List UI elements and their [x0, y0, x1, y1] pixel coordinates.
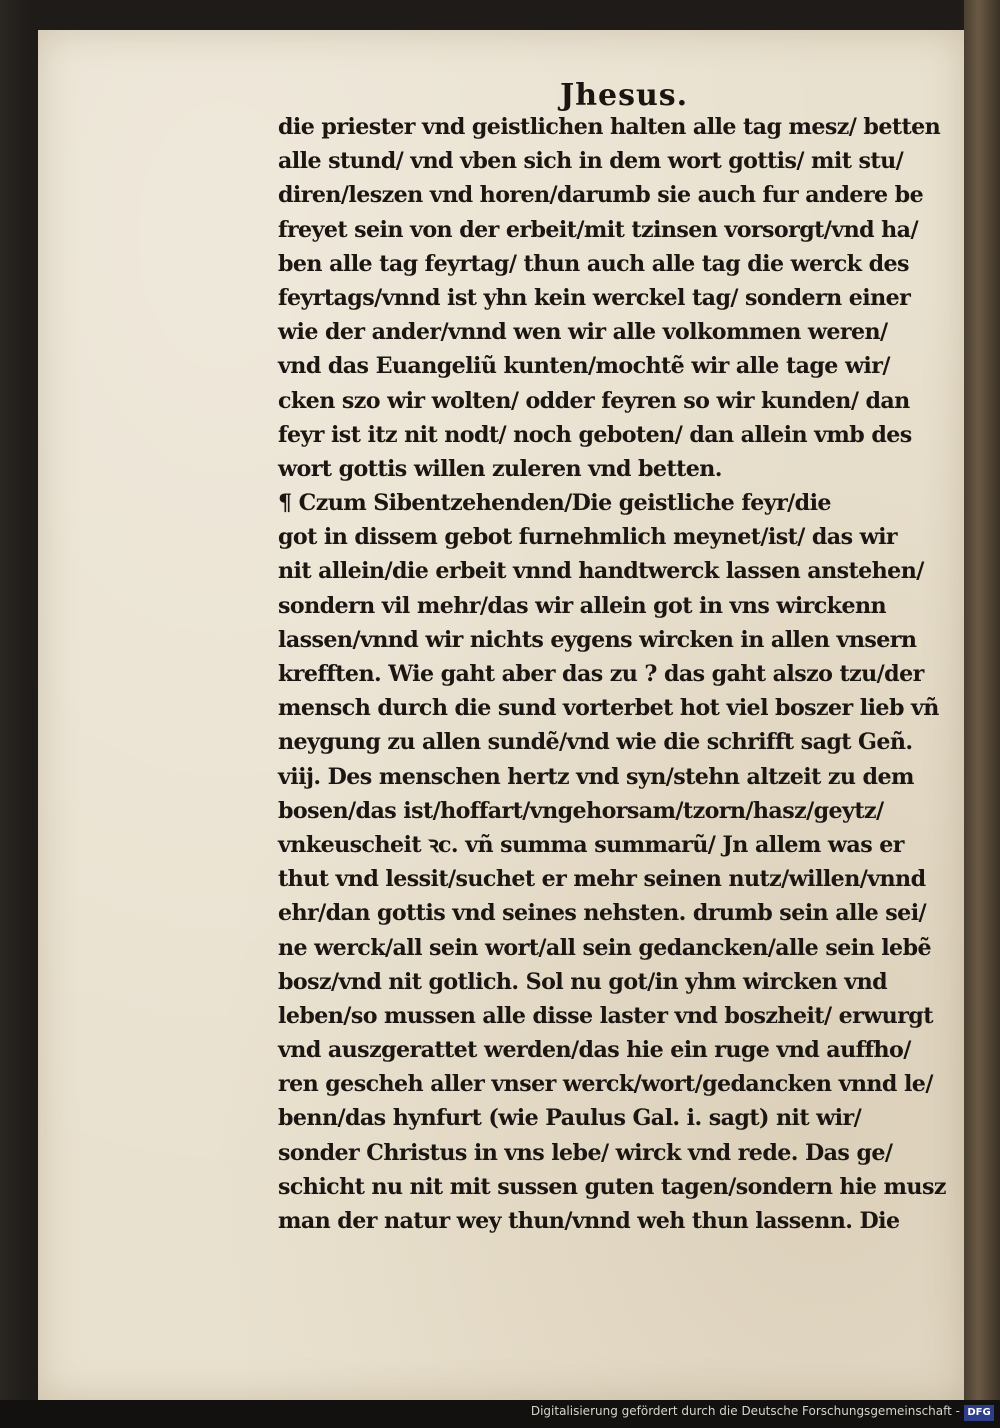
- text-line: ben alle tag feyrtag/ thun auch alle tag die werck des: [278, 250, 909, 277]
- text-line: diren/leszen vnd horen/darumb sie auch fur andere be: [278, 182, 924, 209]
- text-line: ehr/dan gottis vnd seines nehsten. drumb sein alle sei/: [278, 900, 927, 927]
- text-line: ren gescheh aller vnser werck/wort/gedancken vnnd le/: [278, 1071, 933, 1098]
- text-line: vnkeuscheit ꝛc. vñ summa summarũ/ Jn allem was er: [278, 831, 904, 858]
- text-line: ne werck/all sein wort/all sein gedancken/alle sein lebẽ: [278, 934, 932, 961]
- text-line: viij. Des menschen hertz vnd syn/stehn altzeit zu dem: [278, 763, 914, 790]
- text-line: wort gottis willen zuleren vnd betten.: [278, 455, 722, 482]
- text-line: alle stund/ vnd vben sich in dem wort gottis/ mit stu/: [278, 148, 904, 175]
- text-line: sondern vil mehr/das wir allein got in vns wirckenn: [278, 592, 887, 619]
- text-line: man der natur wey thun/vnnd weh thun lassenn. Die: [278, 1208, 900, 1234]
- text-line: freyet sein von der erbeit/mit tzinsen vorsorgt/vnd ha/: [278, 216, 918, 243]
- text-line: feyrtags/vnnd ist yhn kein werckel tag/ sondern einer: [278, 284, 911, 311]
- text-line: wie der ander/vnnd wen wir alle volkommen weren/: [278, 319, 888, 346]
- text-line: krefften. Wie gaht aber das zu ? das gaht alszo tzu/der: [278, 661, 924, 687]
- text-line: vnd das Euangeliũ kunten/mochtẽ wir alle tage wir/: [278, 353, 890, 380]
- text-line: bosz/vnd nit gotlich. Sol nu got/in yhm wircken vnd: [278, 968, 888, 995]
- text-line: ¶ Czum Sibentzehenden/Die geistliche feyr/die: [278, 490, 831, 517]
- text-line: vnd auszgerattet werden/das hie ein ruge vnd auffho/: [278, 1037, 911, 1064]
- text-block: [278, 110, 968, 1238]
- text-line: feyr ist itz nit nodt/ noch geboten/ dan allein vmb des: [278, 421, 912, 448]
- text-line: benn/das hynfurt (wie Paulus Gal. i. sagt) nit wir/: [278, 1105, 862, 1132]
- text-line: nit allein/die erbeit vnnd handtwerck lassen anstehen/: [278, 558, 924, 585]
- text-line: schicht nu nit mit sussen guten tagen/sondern hie musz: [278, 1173, 946, 1200]
- text-line: leben/so mussen alle disse laster vnd boszheit/ erwurgt: [278, 1002, 933, 1029]
- text-line: mensch durch die sund vorterbet hot viel boszer lieb vñ: [278, 695, 939, 722]
- text-line: bosen/das ist/hoffart/vngehorsam/tzorn/hasz/geytz/: [278, 797, 884, 824]
- text-line: sonder Christus in vns lebe/ wirck vnd rede. Das ge/: [278, 1139, 893, 1166]
- footer-credit: Digitalisierung gefördert durch die Deutsche Forschungsgemeinschaft -: [530, 1404, 960, 1418]
- book-spine: [964, 0, 1000, 1400]
- text-line: lassen/vnnd wir nichts eygens wircken in allen vnsern: [278, 626, 917, 653]
- dfg-logo: DFG: [964, 1405, 994, 1421]
- text-line: neygung zu allen sundẽ/vnd wie die schrifft sagt Geñ.: [278, 729, 913, 756]
- text-line: cken szo wir wolten/ odder feyren so wir kunden/ dan: [278, 387, 910, 414]
- page-header: Jhesus.: [560, 78, 689, 113]
- text-line: die priester vnd geistlichen halten alle tag mesz/ betten: [278, 114, 941, 140]
- text-line: got in dissem gebot furnehmlich meynet/ist/ das wir: [278, 524, 898, 551]
- text-line: thut vnd lessit/suchet er mehr seinen nutz/willen/vnnd: [278, 866, 926, 893]
